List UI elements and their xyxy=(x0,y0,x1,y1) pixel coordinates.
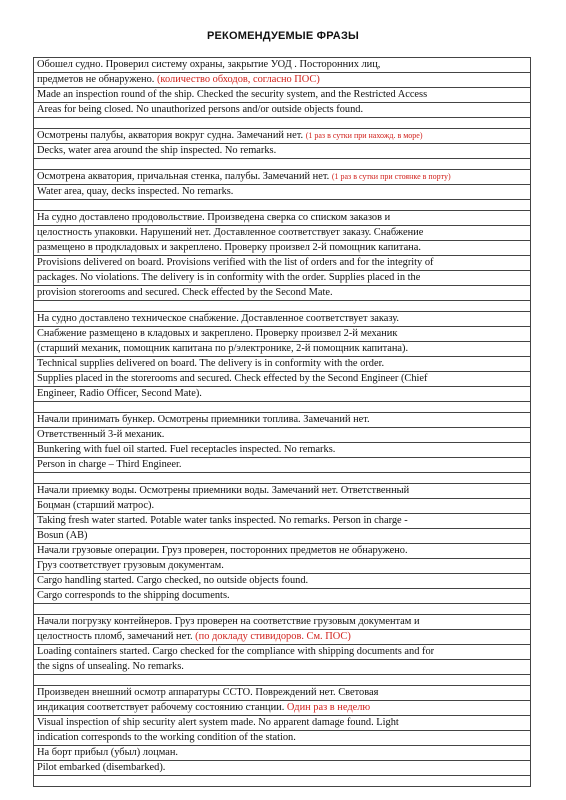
phrase-text: предметов не обнаружено. xyxy=(37,74,157,85)
phrase-cell xyxy=(34,129,531,144)
phrase-text: целостность пломб, замечаний нет. xyxy=(37,631,196,642)
phrase-cell xyxy=(34,327,531,342)
phrase-cell xyxy=(34,372,531,387)
phrase-row xyxy=(34,574,531,589)
phrase-row xyxy=(34,615,531,630)
phrase-text: Начали грузовые операции. Груз проверен, посторонних предметов не обнаружено. xyxy=(37,545,408,556)
phrase-text: (старший механик, помощник капитана по р/электронике, 2-й помощник капитана). xyxy=(37,343,409,354)
spacer-row xyxy=(34,200,531,211)
phrase-row xyxy=(34,514,531,529)
phrase-cell xyxy=(34,574,531,589)
phrase-text: Made an inspection round of the ship. Checked the security system, and the Restricted Access xyxy=(37,89,428,100)
phrase-row xyxy=(34,413,531,428)
phrase-row xyxy=(34,256,531,271)
phrase-cell xyxy=(34,458,531,473)
phrase-text: Начали принимать бункер. Осмотрены приемники топлива. Замечаний нет. xyxy=(37,414,370,425)
spacer-row xyxy=(34,776,531,787)
phrase-cell xyxy=(34,256,531,271)
phrase-cell xyxy=(34,484,531,499)
phrase-row xyxy=(34,529,531,544)
spacer-row xyxy=(34,301,531,312)
note-text: (1 раз в сутки при стоянке в порту) xyxy=(331,172,451,181)
spacer-cell xyxy=(34,200,531,211)
phrase-row xyxy=(34,761,531,776)
phrase-cell xyxy=(34,387,531,402)
phrase-text: Осмотрены палубы, акватория вокруг судна. Замечаний нет. xyxy=(37,130,306,141)
phrase-cell xyxy=(34,660,531,675)
phrase-text: размещено в продкладовых и закреплено. Проверку произвел 2-й помощник капитана. xyxy=(37,242,421,253)
phrase-cell xyxy=(34,443,531,458)
phrase-text: Произведен внешний осмотр аппаратуры ССТО. Повреждений нет. Световая xyxy=(37,687,379,698)
spacer-row xyxy=(34,604,531,615)
phrase-text: целостность упаковки. Нарушений нет. Доставленное соответствует заказу. Снабжение xyxy=(37,227,424,238)
phrase-row xyxy=(34,428,531,443)
phrase-cell xyxy=(34,529,531,544)
phrase-text: Снабжение размещено в кладовых и закреплено. Проверку произвел 2-й механик xyxy=(37,328,398,339)
phrase-text: Груз соответствует грузовым документам. xyxy=(37,560,224,571)
note-text: (1 раз в сутки при нахожд. в море) xyxy=(305,131,423,140)
page-title: РЕКОМЕНДУЕМЫЕ ФРАЗЫ xyxy=(206,30,360,42)
phrase-cell xyxy=(34,761,531,776)
phrase-cell xyxy=(34,226,531,241)
phrase-text: the signs of unsealing. No remarks. xyxy=(37,661,184,672)
phrase-cell xyxy=(34,630,531,645)
phrase-text: Person in charge – Third Engineer. xyxy=(37,459,182,470)
phrase-cell xyxy=(34,211,531,226)
phrase-row xyxy=(34,342,531,357)
phrase-row xyxy=(34,271,531,286)
phrases-table-body xyxy=(34,58,531,787)
phrase-text: Areas for being closed. No unauthorized persons and/or outside objects found. xyxy=(37,104,364,115)
phrase-text: packages. No violations. The delivery is in conformity with the order. Supplies placed in the xyxy=(37,272,421,283)
phrase-row xyxy=(34,103,531,118)
phrase-row xyxy=(34,589,531,604)
phrase-text: Taking fresh water started. Potable water tanks inspected. No remarks. Person in charge - xyxy=(37,515,408,526)
phrase-cell xyxy=(34,686,531,701)
phrase-row xyxy=(34,357,531,372)
phrase-cell xyxy=(34,716,531,731)
note-text: Один раз в неделю xyxy=(286,702,371,713)
phrase-text: Cargo corresponds to the shipping documents. xyxy=(37,590,230,601)
phrase-text: Bosun (AB) xyxy=(37,530,88,541)
phrase-cell xyxy=(34,342,531,357)
note-text: (по докладу стивидоров. См. ПОС) xyxy=(195,631,351,642)
phrase-row xyxy=(34,312,531,327)
phrase-row xyxy=(34,170,531,185)
phrase-row xyxy=(34,144,531,159)
phrase-text: Supplies placed in the storerooms and secured. Check effected by the Second Engineer (Chief xyxy=(37,373,428,384)
phrase-cell xyxy=(34,615,531,630)
phrase-cell xyxy=(34,357,531,372)
phrase-cell xyxy=(34,144,531,159)
phrase-text: Visual inspection of ship security alert system made. No apparent damage found. Light xyxy=(37,717,399,728)
spacer-cell xyxy=(34,118,531,129)
phrase-cell xyxy=(34,286,531,301)
phrase-row xyxy=(34,499,531,514)
spacer-cell xyxy=(34,473,531,484)
spacer-row xyxy=(34,159,531,170)
spacer-row xyxy=(34,473,531,484)
phrase-row xyxy=(34,73,531,88)
spacer-cell xyxy=(34,159,531,170)
phrase-text: Technical supplies delivered on board. The delivery is in conformity with the order. xyxy=(37,358,385,369)
phrase-row xyxy=(34,544,531,559)
spacer-cell xyxy=(34,301,531,312)
phrase-row xyxy=(34,716,531,731)
phrase-row xyxy=(34,387,531,402)
phrase-cell xyxy=(34,73,531,88)
phrase-cell xyxy=(34,185,531,200)
spacer-cell xyxy=(34,776,531,787)
spacer-row xyxy=(34,675,531,686)
spacer-cell xyxy=(34,604,531,615)
phrase-row xyxy=(34,701,531,716)
phrase-row xyxy=(34,559,531,574)
phrase-row xyxy=(34,645,531,660)
phrase-text: Provisions delivered on board. Provisions verified with the list of orders and for the integrity of xyxy=(37,257,434,268)
phrase-text: Engineer, Radio Officer, Second Mate). xyxy=(37,388,202,399)
phrase-text: Обошел судно. Проверил систему охраны, закрытие УОД . Посторонних лиц, xyxy=(37,59,381,70)
phrase-cell xyxy=(34,58,531,73)
phrase-row xyxy=(34,241,531,256)
spacer-row xyxy=(34,402,531,413)
phrase-cell xyxy=(34,271,531,286)
phrase-cell xyxy=(34,241,531,256)
phrase-cell xyxy=(34,544,531,559)
phrase-row xyxy=(34,129,531,144)
phrase-row xyxy=(34,746,531,761)
phrase-row xyxy=(34,443,531,458)
phrase-row xyxy=(34,58,531,73)
phrase-text: Боцман (старший матрос). xyxy=(37,500,155,511)
phrase-text: Pilot embarked (disembarked). xyxy=(37,762,166,773)
phrase-cell xyxy=(34,312,531,327)
phrase-text: На борт прибыл (убыл) лоцман. xyxy=(37,747,179,758)
spacer-cell xyxy=(34,402,531,413)
phrase-row xyxy=(34,484,531,499)
phrase-text: Cargo handling started. Cargo checked, no outside objects found. xyxy=(37,575,309,586)
phrase-row xyxy=(34,88,531,103)
phrase-cell xyxy=(34,499,531,514)
phrase-cell xyxy=(34,88,531,103)
phrase-row xyxy=(34,327,531,342)
phrase-text: Начали приемку воды. Осмотрены приемники воды. Замечаний нет. Ответственный xyxy=(37,485,410,496)
phrase-cell xyxy=(34,746,531,761)
phrase-cell xyxy=(34,559,531,574)
spacer-row xyxy=(34,118,531,129)
phrase-cell xyxy=(34,103,531,118)
phrase-text: Осмотрена акватория, причальная стенка, палубы. Замечаний нет. xyxy=(37,171,332,182)
phrase-row xyxy=(34,211,531,226)
phrase-text: Decks, water area around the ship inspected. No remarks. xyxy=(37,145,277,156)
phrase-text: Ответственный 3-й механик. xyxy=(37,429,165,440)
phrase-row xyxy=(34,372,531,387)
phrase-text: На судно доставлено техническое снабжение. Доставленное соответствует заказу. xyxy=(37,313,399,324)
phrase-text: Loading containers started. Cargo checked for the compliance with shipping documents and for xyxy=(37,646,435,657)
phrase-text: На судно доставлено продовольствие. Произведена сверка со списком заказов и xyxy=(37,212,391,223)
phrase-cell xyxy=(34,413,531,428)
note-text: (количество обходов, согласно ПОС) xyxy=(156,74,320,85)
phrase-row xyxy=(34,286,531,301)
phrase-row xyxy=(34,731,531,746)
phrase-row xyxy=(34,660,531,675)
phrase-text: provision storerooms and secured. Check effected by the Second Mate. xyxy=(37,287,333,298)
spacer-cell xyxy=(34,675,531,686)
phrase-text: Начали погрузку контейнеров. Груз проверен на соответствие грузовым документам и xyxy=(37,616,420,627)
phrase-cell xyxy=(34,701,531,716)
phrase-cell xyxy=(34,645,531,660)
phrase-cell xyxy=(34,731,531,746)
phrase-row xyxy=(34,686,531,701)
phrase-cell xyxy=(34,514,531,529)
phrase-row xyxy=(34,185,531,200)
phrase-text: Water area, quay, decks inspected. No remarks. xyxy=(37,186,234,197)
phrase-row xyxy=(34,458,531,473)
phrase-text: Bunkering with fuel oil started. Fuel receptacles inspected. No remarks. xyxy=(37,444,336,455)
phrase-row xyxy=(34,226,531,241)
phrase-text: indication corresponds to the working condition of the station. xyxy=(37,732,296,743)
phrase-cell xyxy=(34,589,531,604)
phrase-cell xyxy=(34,170,531,185)
phrase-text: индикация соответствует рабочему состоянию станции. xyxy=(37,702,287,713)
phrase-row xyxy=(34,630,531,645)
phrase-cell xyxy=(34,428,531,443)
phrases-table xyxy=(33,57,531,787)
